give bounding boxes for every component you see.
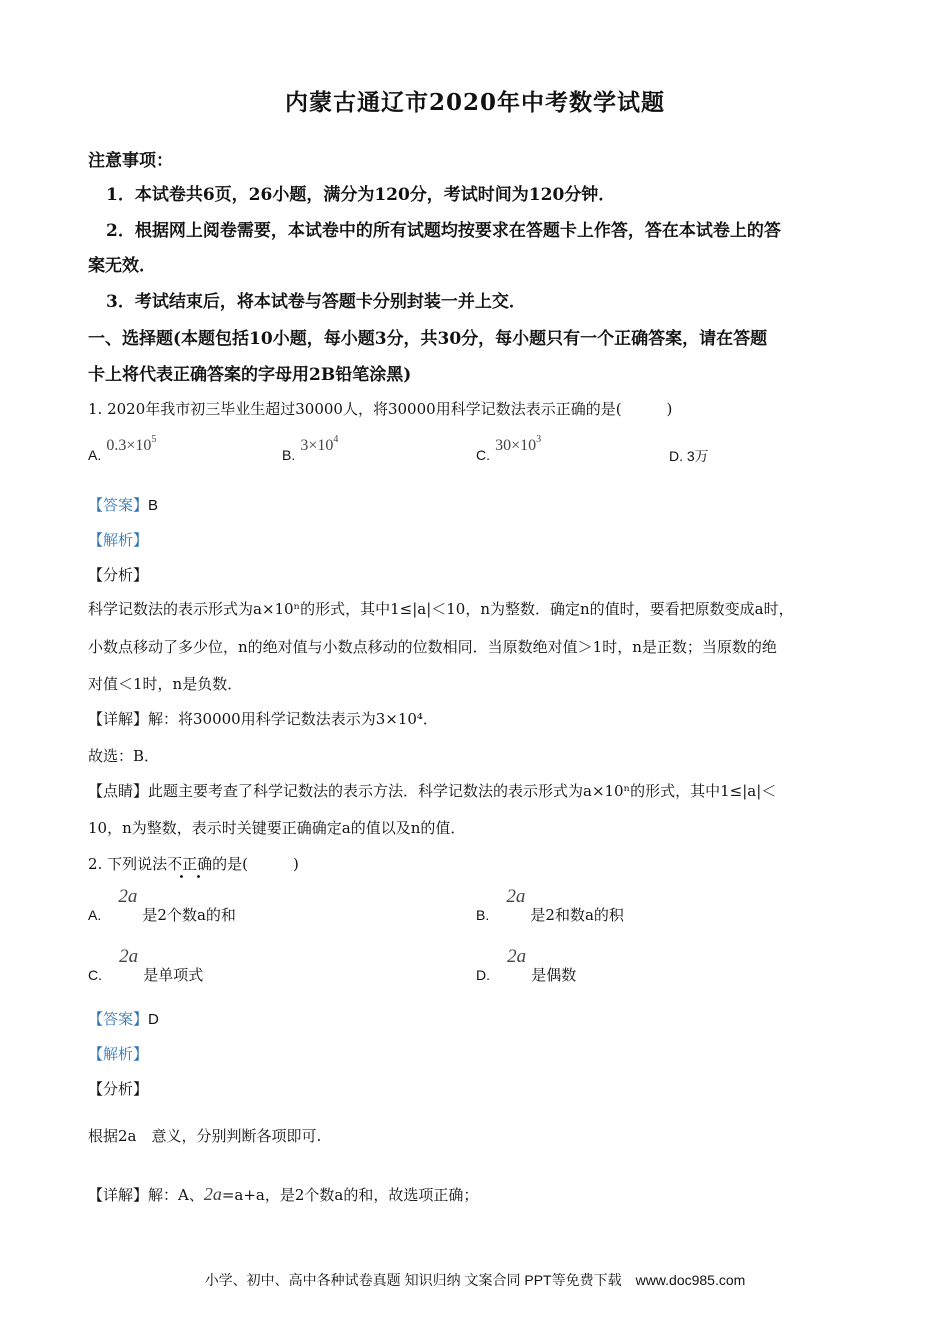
q2-option-b-text: 是2和数a的积	[530, 906, 624, 924]
q2-xiangjie-expr: 2a	[203, 1184, 222, 1204]
q2-fenxi-tag: 【分析】	[88, 1080, 149, 1098]
q2-option-c-label: C.	[88, 967, 102, 983]
q2-option-d-expr: 2a	[507, 946, 527, 967]
answer-tag: 【答案】	[88, 1011, 149, 1028]
q2-option-c-expr: 2a	[119, 946, 139, 967]
q2-stem-emphasis: 不正确	[167, 855, 213, 873]
q2-option-c	[88, 946, 204, 984]
q2-stem-post: 的是( )	[212, 855, 299, 873]
answer-value: D	[148, 1011, 159, 1028]
q1-option-d	[669, 446, 709, 466]
q2-option-b-expr: 2a	[506, 886, 526, 907]
q2-option-d	[476, 946, 577, 984]
q2-stem-pre: 2. 下列说法	[88, 855, 168, 873]
q1-jiexi-tag: 【解析】	[88, 532, 149, 549]
q1-option-a	[88, 434, 157, 463]
q2-xiangjie-post: =a+a，是2个数a的和，故选项正确；	[221, 1186, 479, 1204]
q1-answer	[88, 494, 158, 515]
answer-tag: 【答案】	[88, 497, 149, 514]
q1-option-d-text: 3万	[686, 448, 709, 464]
q2-option-c-text: 是单项式	[143, 966, 204, 984]
q1-fenxi-line-2: 小数点移动了多少位，n的绝对值与小数点移动的位数相同．当原数绝对值＞1时，n是正数；当原数的绝	[88, 638, 777, 656]
q2-option-d-text: 是偶数	[531, 966, 577, 984]
footer-ad-text: 小学、初中、高中各种试卷真题 知识归纳 文案合同 PPT等免费下载 www.doc985.com	[204, 1272, 746, 1288]
q1-option-c-label: C.	[476, 447, 490, 463]
q1-dianjing-line-1: 【点睛】此题主要考查了科学记数法的表示方法．科学记数法的表示形式为a×10ⁿ的形式，其中1≤|a|＜	[88, 782, 777, 800]
q2-xiangjie	[88, 1184, 478, 1205]
q2-answer	[88, 1008, 159, 1029]
q2-stem	[88, 853, 299, 874]
notice-item-2: 2．根据网上阅卷需要，本试卷中的所有试题均按要求在答题卡上作答，答在本试卷上的答	[106, 221, 781, 241]
notice-item-3: 3．考试结束后，将本试卷与答题卡分别封装一并上交．	[106, 292, 526, 312]
q1-option-c	[476, 434, 542, 463]
q1-option-d-label: D.	[669, 448, 683, 464]
q1-fenxi-line-3: 对值＜1时，n是负数．	[88, 675, 243, 693]
q2-option-a	[88, 886, 236, 924]
section-heading-line1: 一、选择题(本题包括10小题，每小题3分，共30分，每小题只有一个正确答案，请在答题	[88, 329, 768, 349]
q2-option-b-label: B.	[476, 907, 490, 923]
q1-option-a-label: A.	[88, 447, 102, 463]
q1-fenxi-tag: 【分析】	[88, 566, 149, 584]
q2-option-b	[476, 886, 624, 924]
q1-option-b-expr: $3\times 10^4$	[300, 434, 339, 454]
notice-item-1: 1．本试卷共6页，26小题，满分为120分，考试时间为120分钟．	[106, 185, 616, 205]
q1-guxuan: 故选：B．	[88, 747, 160, 765]
q1-fenxi-line-1: 科学记数法的表示形式为a×10ⁿ的形式，其中1≤|a|＜10，n为整数．确定n的值时，要看把原数变成a时，	[88, 600, 794, 618]
q2-option-a-text: 是2个数a的和	[142, 906, 236, 924]
q1-xiangjie: 【详解】解：将30000用科学记数法表示为3×10⁴．	[88, 710, 438, 728]
notice-heading: 注意事项：	[88, 151, 173, 171]
q2-jiexi-tag: 【解析】	[88, 1046, 149, 1063]
q2-option-a-label: A.	[88, 907, 102, 923]
q2-xiangjie-pre: 【详解】解：A、	[88, 1186, 204, 1204]
q1-stem: 1. 2020年我市初三毕业生超过30000人，将30000用科学记数法表示正确的是( )	[88, 400, 673, 418]
q1-option-b	[282, 434, 339, 463]
q2-fenxi-text: 根据2a 意义，分别判断各项即可.	[88, 1127, 322, 1145]
answer-value: B	[148, 497, 159, 514]
q1-dianjing-line-2: 10，n为整数，表示时关键要正确确定a的值以及n的值．	[88, 819, 466, 837]
q1-option-c-expr: $30\times 10^3$	[495, 434, 542, 454]
q1-option-a-expr: $0.3\times 10^5$	[106, 434, 157, 454]
page-title: 内蒙古通辽市2020年中考数学试题	[284, 89, 665, 116]
section-heading-line2: 卡上将代表正确答案的字母用2B铅笔涂黑)	[88, 365, 412, 385]
q1-option-b-label: B.	[282, 447, 296, 463]
notice-item-2-cont: 案无效．	[88, 256, 156, 276]
q2-option-d-label: D.	[476, 967, 490, 983]
q2-option-a-expr: 2a	[118, 886, 138, 907]
